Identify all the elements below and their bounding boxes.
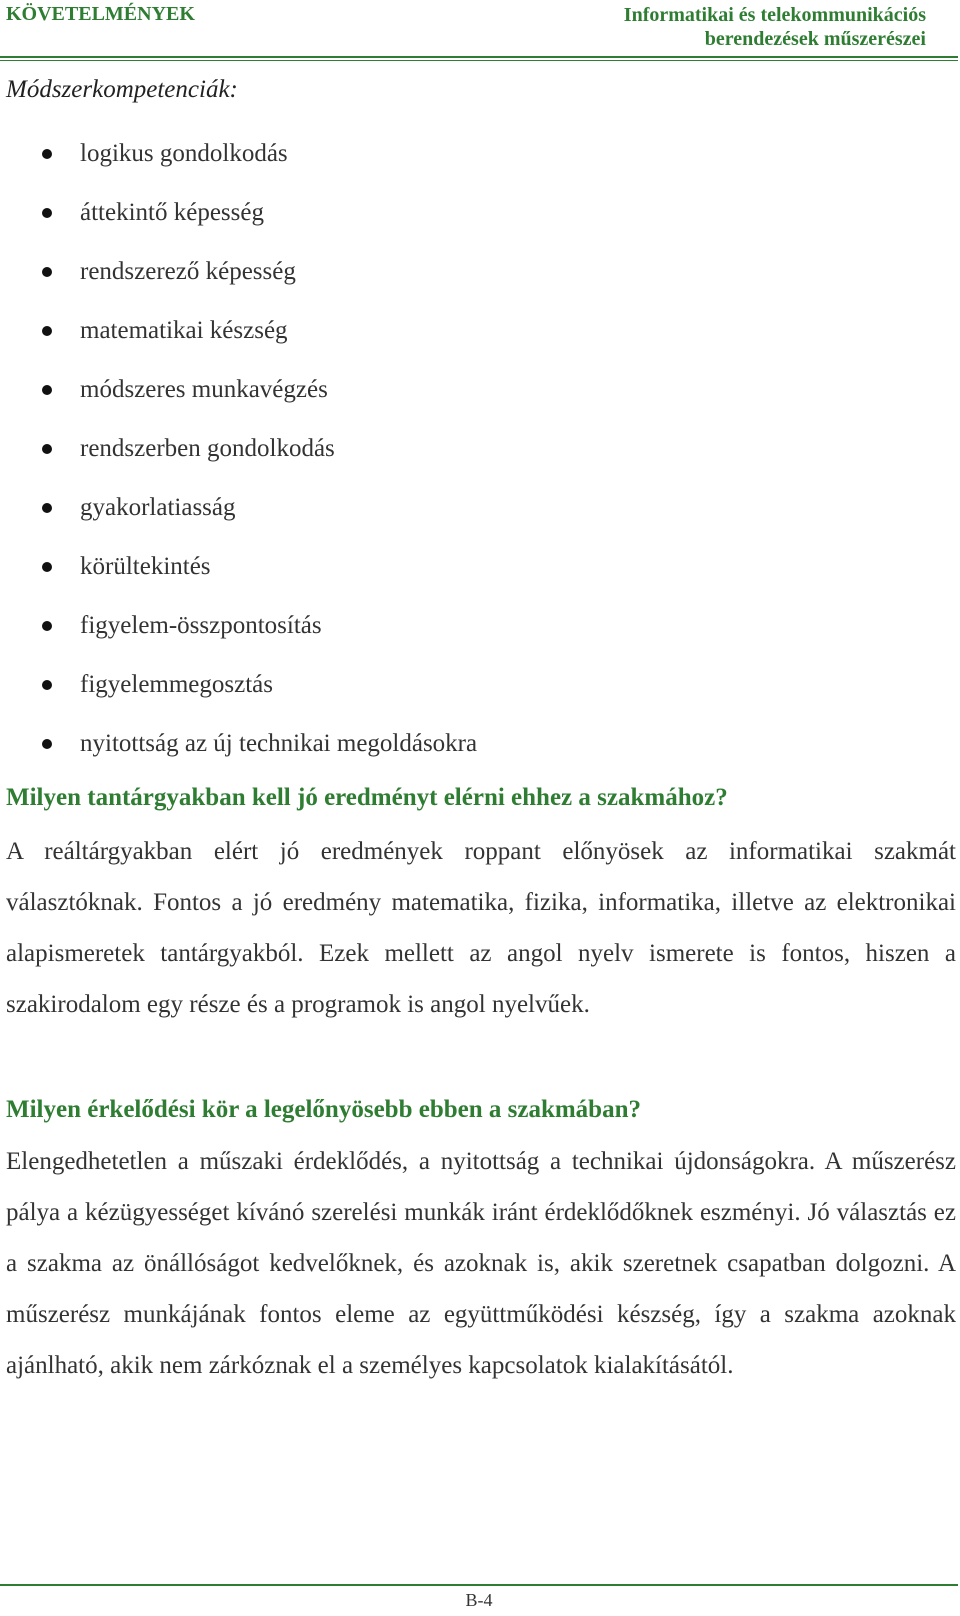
- header-rule-thick: [0, 56, 958, 58]
- list-item-text: rendszerező képesség: [80, 258, 296, 285]
- bullet-icon: [42, 326, 52, 336]
- list-item: [0, 596, 940, 655]
- bullet-icon: [42, 503, 52, 513]
- list-item: [0, 655, 940, 714]
- list-item: [0, 124, 940, 183]
- list-item-text: logikus gondolkodás: [80, 140, 288, 167]
- header-right-line1: Informatikai és telekommunikációs: [623, 4, 926, 26]
- footer-rule: [0, 1584, 958, 1586]
- paragraph-subjects: A reáltárgyakban elért jó eredmények roppant előnyösek az informatikai szakmát választóknak. Fontos a jó eredmény matematika, fizika, informatika, illetve az elektronikai alapismeretek tantárgyakból. Ezek mellett az angol nyelv ismerete is fontos, hiszen a szakirodalom egy része és a programok is angol nyelvűek.: [6, 838, 956, 1018]
- list-item-text: nyitottság az új technikai megoldásokra: [80, 730, 478, 757]
- list-item-text: áttekintő képesség: [80, 199, 264, 226]
- bullet-icon: [42, 680, 52, 690]
- list-item: [0, 183, 940, 242]
- question-heading-interests: Milyen érkelődési kör a legelőnyösebb ebben a szakmában?: [6, 1096, 641, 1123]
- page-number: B-4: [465, 1590, 493, 1610]
- bullet-icon: [42, 562, 52, 572]
- bullet-icon: [42, 267, 52, 277]
- question-heading-subjects: Milyen tantárgyakban kell jó eredményt elérni ehhez a szakmához?: [6, 784, 728, 811]
- header-left-title: KÖVETELMÉNYEK: [6, 3, 195, 25]
- bullet-icon: [42, 149, 52, 159]
- list-item: [0, 419, 940, 478]
- list-item-text: rendszerben gondolkodás: [80, 435, 335, 462]
- list-item: [0, 478, 940, 537]
- list-item: [0, 360, 940, 419]
- section-title: Módszerkompetenciák:: [6, 76, 238, 103]
- header-right-line2: berendezések műszerészei: [704, 28, 926, 50]
- list-item-text: figyelemmegosztás: [80, 671, 273, 698]
- bullet-icon: [42, 385, 52, 395]
- list-item: [0, 242, 940, 301]
- list-item-text: módszeres munkavégzés: [80, 376, 328, 403]
- bullet-icon: [42, 621, 52, 631]
- header-rule-thin: [0, 60, 958, 61]
- list-item-text: körültekintés: [80, 553, 211, 580]
- list-item: [0, 537, 940, 596]
- bullet-icon: [42, 208, 52, 218]
- page-header: [0, 0, 960, 64]
- skills-list: [0, 124, 940, 773]
- list-item: [0, 714, 940, 773]
- list-item: [0, 301, 940, 360]
- list-item-text: figyelem-összpontosítás: [80, 612, 322, 639]
- list-item-text: matematikai készség: [80, 317, 288, 344]
- list-item-text: gyakorlatiasság: [80, 494, 236, 521]
- bullet-icon: [42, 444, 52, 454]
- paragraph-interests: Elengedhetetlen a műszaki érdeklődés, a nyitottság a technikai újdonságokra. A műszerész pálya a kézügyességet kívánó szerelési munkák iránt érdeklődőknek eszményi. Jó választás ez a szakma az önállóságot kedvelőknek, és azoknak is, akik szeretnek csapatban dolgozni. A műszerész munkájának fontos eleme az együttműködési készség, így a szakma azoknak ajánlható, akik nem zárkóznak el a személyes kapcsolatok kialakításától.: [6, 1148, 956, 1379]
- bullet-icon: [42, 739, 52, 749]
- header-right-title: [624, 3, 926, 51]
